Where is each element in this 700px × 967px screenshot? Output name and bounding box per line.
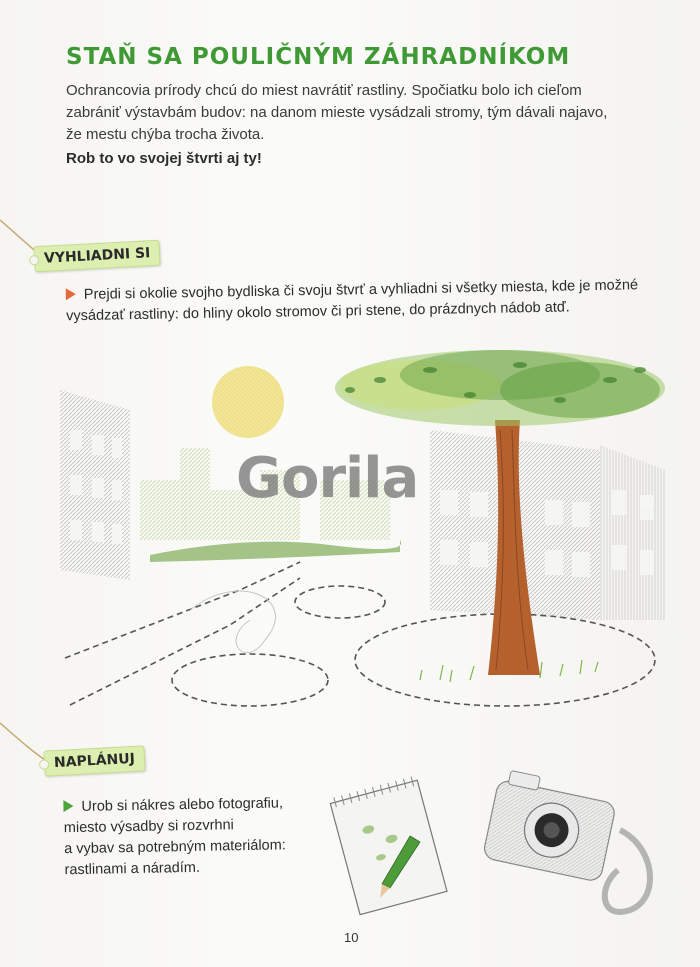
green-arrow-icon [63,800,73,812]
camera-illustration [470,770,670,920]
intro-line: Ochrancovia prírody chcú do miest navrátiť rastliny. Spočiatku bolo ich cieľom [66,82,582,99]
notepad-pencil-illustration [318,770,458,920]
intro-paragraph [66,80,666,146]
watermark: Gorila [236,446,419,511]
right-buildings [430,430,665,620]
section1-text [66,275,667,327]
section-tag-naplanuj: NAPLÁNUJ [43,745,145,776]
section-tag-vyhliadni: VYHLIADNI SI [33,240,161,273]
section2-line: rastlinami a náradím. [64,859,201,879]
section1-line: Prejdi si okolie svojho bydliska či svoju štvrť a vyhliadni si všetky miesta, kde je možné [83,277,639,303]
green-hedge [150,540,401,562]
page-number: 10 [344,930,359,945]
section2-line: miesto výsadby si rozvrhni [63,817,234,837]
intro-line: že mestu chýba trocha života. [66,126,265,143]
section1-line: vysádzať rastliny: do hliny okolo stromov či pri stene, do prázdnych nádob atď. [66,299,570,325]
section2-text [63,793,314,881]
left-building [60,390,130,580]
tree-canopy [335,350,665,426]
street-garden-illustration [0,340,700,740]
section2-line: Urob si nákres alebo fotografiu, [81,795,284,815]
page-title: STAŇ SA POULIČNÝM ZÁHRADNÍKOM [66,44,571,70]
call-to-action: Rob to vo svojej štvrti aj ty! [66,150,262,167]
orange-arrow-icon [66,288,76,300]
section2-line: a vybav sa potrebným materiálom: [64,837,286,858]
intro-line: zabrániť výstavbám budov: na danom mieste vysádzali stromy, tým dávali najavo, [66,104,608,121]
